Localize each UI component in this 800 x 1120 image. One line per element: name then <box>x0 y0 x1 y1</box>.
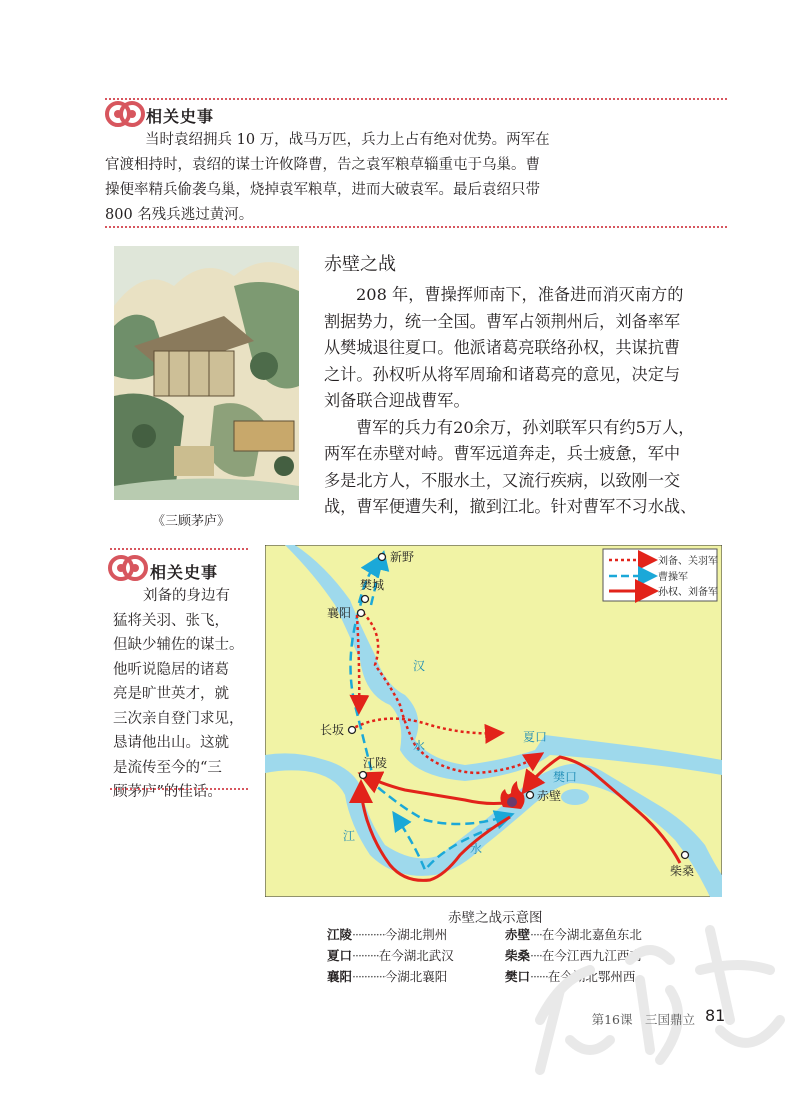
section-body <box>324 282 724 521</box>
map-caption: 赤壁之战示意图 <box>448 910 543 926</box>
map-legend <box>603 549 718 601</box>
body-line: 多是北方人，不服水土，又流行疾病，以致刚一交 <box>324 470 681 490</box>
glossary-row <box>327 924 502 945</box>
box2-title: 相关史事 <box>150 563 219 582</box>
glossary-leader: ········· <box>352 948 379 963</box>
glossary-leader: ···· <box>530 948 542 963</box>
body-line: 从樊城退往夏口。他派诸葛亮联络孙权，共谋抗曹 <box>324 338 681 357</box>
river-label: 汉 <box>413 659 426 673</box>
glossary-place: 江陵 <box>327 927 353 942</box>
box2-line: 恳请他出山。这就 <box>113 735 229 751</box>
glossary-leader: ···· <box>530 927 542 942</box>
lake <box>561 789 589 805</box>
body-line: 曹军的兵力有20余万，孙刘联军只有约5万人， <box>356 417 695 437</box>
box1-title: 相关史事 <box>146 107 215 126</box>
box2-line: 是流传至今的“三 <box>113 759 222 776</box>
box2-line: 顾茅庐”的佳话。 <box>113 784 222 800</box>
place-label: 长坂 <box>320 723 345 737</box>
city-marker-xinye <box>379 554 386 561</box>
spiral-icon <box>105 96 145 132</box>
city-marker-xiangyang <box>358 610 365 617</box>
box2-line: 他听说隐居的诸葛 <box>113 661 229 678</box>
box2-text <box>113 584 263 805</box>
body-line: 之计。孙权听从将军周瑜和诸葛亮的意见，决定与 <box>324 364 681 384</box>
glossary-leader: ··········· <box>352 969 385 984</box>
glossary-desc: 在今湖北嘉鱼东北 <box>541 927 642 942</box>
box1-top-divider <box>105 98 727 100</box>
battle-map <box>265 545 722 897</box>
glossary-row <box>327 966 502 987</box>
section-title: 赤壁之战 <box>324 254 396 275</box>
painting-caption: 《三顾茅庐》 <box>152 514 231 529</box>
glossary-place: 柴桑 <box>505 948 531 963</box>
box1-line: 操便率精兵偷袭乌巢，烧掉袁军粮草，进而大破袁军。最后袁绍只带 <box>105 182 540 198</box>
box2-line: 但缺少辅佐的谋士。 <box>113 637 244 653</box>
glossary-row <box>327 945 502 966</box>
city-marker-chaisang <box>682 852 689 859</box>
city-marker-fancheng <box>362 596 369 603</box>
place-label: 柴桑 <box>670 864 695 878</box>
glossary-place: 襄阳 <box>327 969 353 984</box>
box1-text <box>105 128 730 228</box>
page-number: 81 <box>705 1006 726 1025</box>
glossary-desc: 今湖北荆州 <box>384 927 448 942</box>
glossary-place: 夏口 <box>327 948 353 963</box>
box1-line: 800 名残兵逃过黄河。 <box>105 207 254 223</box>
body-line: 两军在赤壁对峙。曹军远道奔走，兵士疲惫，军中 <box>324 444 681 463</box>
watermark-logo <box>500 870 800 1110</box>
box1-line: 当时袁绍拥兵 10 万，战马万匹，兵力上占有绝对优势。两军在 <box>145 132 550 148</box>
glossary-desc: 今湖北襄阳 <box>384 969 448 984</box>
city-marker-changban <box>349 727 356 734</box>
body-line: 刘备联合迎战曹军。 <box>324 391 470 410</box>
glossary-place: 赤壁 <box>505 927 531 942</box>
legend-label: 孙权、刘备军 <box>658 587 718 598</box>
lesson-footer: 第16课 三国鼎立 <box>591 1012 695 1027</box>
legend-label: 曹操军 <box>658 572 688 583</box>
place-label: 江陵 <box>363 756 388 770</box>
box1-line: 官渡相持时，袁绍的谋士许攸降曹，告之袁军粮草辎重屯于乌巢。曹 <box>105 157 540 173</box>
glossary-leader: ··········· <box>352 927 385 942</box>
city-marker-chibi <box>527 792 534 799</box>
painting-image <box>114 246 299 500</box>
box2-line: 刘备的身边有 <box>143 588 230 604</box>
box2-line: 亮是旷世英才，就 <box>113 686 229 702</box>
river-label: 江 <box>343 829 356 843</box>
place-label: 襄阳 <box>327 606 352 620</box>
place-label: 樊口 <box>553 770 578 784</box>
glossary-desc: 在今江西九江西南 <box>541 948 642 963</box>
spiral-icon <box>108 550 148 586</box>
box2-bottom-divider <box>110 788 248 790</box>
river-label: 水 <box>413 739 426 753</box>
city-marker-jiangling <box>360 772 367 779</box>
battle-map-svg <box>265 545 722 897</box>
box2-line: 猛将关羽、张飞， <box>113 612 229 629</box>
glossary-place: 樊口 <box>505 969 531 984</box>
body-line: 战，曹军便遭失利，撤到江北。针对曹军不习水战、 <box>324 497 697 516</box>
place-label: 新野 <box>390 550 415 564</box>
box1-bottom-divider <box>105 226 727 228</box>
box2-line: 三次亲自登门求见， <box>113 710 244 727</box>
glossary-left <box>327 924 502 987</box>
legend-label: 刘备、关羽军 <box>658 556 718 567</box>
glossary-leader: ······ <box>530 969 548 984</box>
place-label: 夏口 <box>523 730 548 744</box>
body-line: 208 年，曹操挥师南下，准备进而消灭南方的 <box>356 285 684 304</box>
glossary-desc: 在今湖北武汉 <box>378 948 454 963</box>
body-line: 割据势力，统一全国。曹军占领荆州后，刘备率军 <box>324 311 681 331</box>
glossary-desc: 在今湖北鄂州西 <box>547 969 636 984</box>
place-label: 樊城 <box>360 578 385 592</box>
place-label: 赤壁 <box>537 789 562 803</box>
river-label: 水 <box>470 842 483 856</box>
